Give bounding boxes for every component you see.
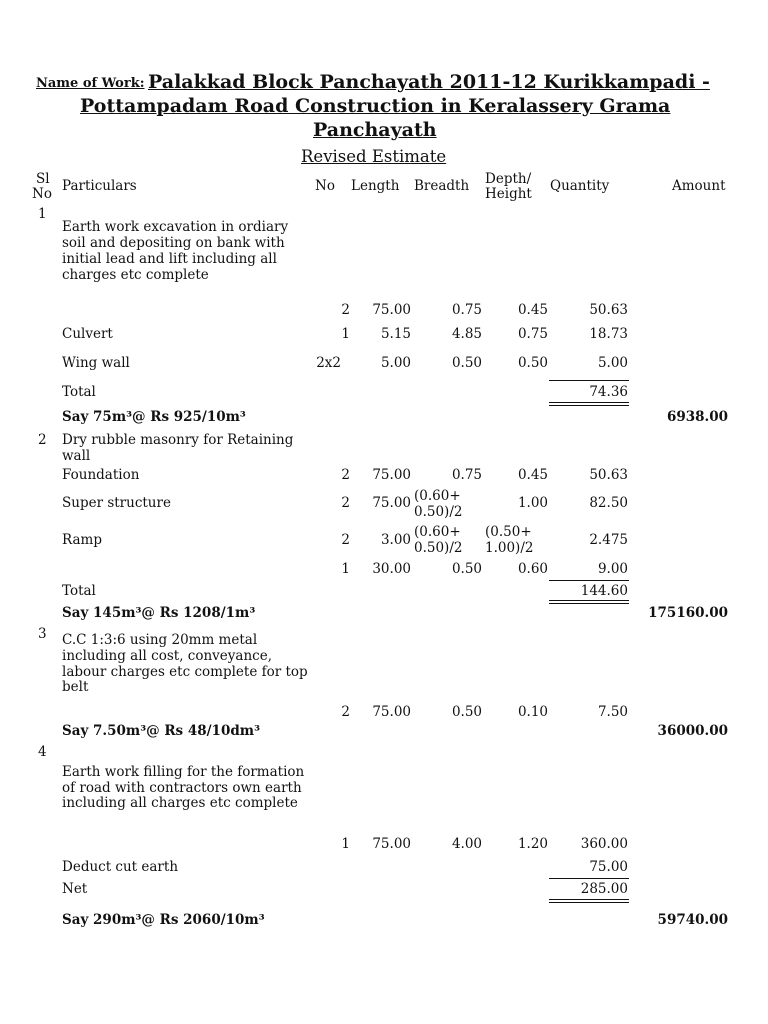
- item1-culvert-label: Culvert: [62, 326, 113, 342]
- item2-ramp-breadth: (0.60+: [414, 524, 461, 540]
- item2-super-label: Super structure: [62, 495, 171, 511]
- item1-say: Say 75m³@ Rs 925/10m³: [62, 409, 246, 425]
- item2-super-breadth-cont: 0.50)/2: [414, 504, 463, 520]
- item2-foundation-label: Foundation: [62, 467, 140, 483]
- item1-row1-qty: 50.63: [589, 302, 628, 318]
- work-title-line1: Palakkad Block Panchayath 2011-12 Kurikkampadi -: [148, 71, 710, 93]
- item4-net-qty: 285.00: [580, 881, 628, 897]
- work-title-line2: Pottampadam Road Construction in Keralassery Grama: [80, 95, 671, 117]
- item2-row4-breadth: 0.50: [451, 561, 482, 577]
- item3-desc-line: labour charges etc complete for top: [62, 664, 308, 680]
- item1-culvert-no: 1: [341, 326, 350, 342]
- item4-deduct-label: Deduct cut earth: [62, 859, 179, 875]
- item4-row1-breadth: 4.00: [451, 836, 482, 852]
- item2-super-qty: 82.50: [589, 495, 628, 511]
- item1-total-qty: 74.36: [589, 384, 628, 400]
- item2-foundation-qty: 50.63: [589, 467, 628, 483]
- subtotal-rule: [549, 580, 629, 581]
- item3-row1-breadth: 0.50: [451, 704, 482, 720]
- item2-say: Say 145m³@ Rs 1208/1m³: [62, 605, 256, 621]
- total-double-rule: [549, 899, 629, 903]
- item3-desc-line: C.C 1:3:6 using 20mm metal: [62, 632, 258, 648]
- item3-row1-no: 2: [341, 704, 350, 720]
- item1-sl: 1: [38, 206, 47, 222]
- item2-super-depth: 1.00: [517, 495, 548, 511]
- item1-wing-depth: 0.50: [517, 355, 548, 371]
- subtotal-rule: [549, 380, 629, 381]
- item1-culvert-depth: 0.75: [517, 326, 548, 342]
- item2-amount: 175160.00: [648, 605, 728, 621]
- col-header-height: Height: [485, 186, 532, 202]
- item1-culvert-breadth: 4.85: [451, 326, 482, 342]
- item1-wing-qty: 5.00: [597, 355, 628, 371]
- item1-wing-breadth: 0.50: [451, 355, 482, 371]
- item2-row4-length: 30.00: [372, 561, 411, 577]
- item1-row1-depth: 0.45: [517, 302, 548, 318]
- item2-row4-qty: 9.00: [597, 561, 628, 577]
- item2-foundation-no: 2: [341, 467, 350, 483]
- item1-desc-line: charges etc complete: [62, 267, 209, 283]
- item1-wing-label: Wing wall: [62, 355, 130, 371]
- item4-row1-qty: 360.00: [580, 836, 628, 852]
- item2-super-no: 2: [341, 495, 350, 511]
- col-header-sl: Sl: [36, 171, 50, 187]
- item3-sl: 3: [38, 626, 47, 642]
- item2-row4-no: 1: [341, 561, 350, 577]
- item4-row1-length: 75.00: [372, 836, 411, 852]
- item4-deduct-qty: 75.00: [589, 859, 628, 875]
- col-header-length: Length: [351, 178, 400, 194]
- name-of-work-label: Name of Work:: [36, 76, 145, 91]
- item2-ramp-length: 3.00: [380, 532, 411, 548]
- item1-desc-line: Earth work excavation in ordiary: [62, 219, 289, 235]
- item2-row4-depth: 0.60: [517, 561, 548, 577]
- work-title-line3: Panchayath: [313, 119, 437, 141]
- item1-row1-length: 75.00: [372, 302, 411, 318]
- item3-amount: 36000.00: [657, 723, 728, 739]
- item3-row1-depth: 0.10: [517, 704, 548, 720]
- item4-desc-line: Earth work filling for the formation: [62, 764, 305, 780]
- item1-row1-breadth: 0.75: [451, 302, 482, 318]
- item2-foundation-length: 75.00: [372, 467, 411, 483]
- item3-say: Say 7.50m³@ Rs 48/10dm³: [62, 723, 260, 739]
- col-header-particulars: Particulars: [62, 178, 137, 194]
- item2-ramp-breadth-cont: 0.50)/2: [414, 540, 463, 556]
- col-header-breadth: Breadth: [414, 178, 470, 194]
- item2-foundation-breadth: 0.75: [451, 467, 482, 483]
- item2-super-breadth: (0.60+: [414, 488, 461, 504]
- item3-row1-length: 75.00: [372, 704, 411, 720]
- item2-ramp-depth: (0.50+: [485, 524, 532, 540]
- item1-row1-no: 2: [341, 302, 350, 318]
- col-header-amount: Amount: [672, 178, 726, 194]
- item4-say: Say 290m³@ Rs 2060/10m³: [62, 912, 265, 928]
- item2-total-qty: 144.60: [580, 583, 628, 599]
- col-header-depth: Depth/: [485, 171, 532, 187]
- item1-culvert-length: 5.15: [380, 326, 411, 342]
- item4-net-label: Net: [62, 881, 88, 897]
- item2-super-length: 75.00: [372, 495, 411, 511]
- item4-sl: 4: [38, 744, 47, 760]
- item4-amount: 59740.00: [657, 912, 728, 928]
- col-header-no: No: [315, 178, 335, 194]
- item1-amount: 6938.00: [666, 409, 728, 425]
- item2-ramp-label: Ramp: [62, 532, 102, 548]
- item2-ramp-depth-cont: 1.00)/2: [485, 540, 534, 556]
- item3-desc-line: belt: [62, 679, 89, 695]
- item3-row1-qty: 7.50: [597, 704, 628, 720]
- col-header-quantity: Quantity: [550, 178, 610, 194]
- total-double-rule: [549, 402, 629, 406]
- item2-total-label: Total: [62, 583, 96, 599]
- item2-ramp-no: 2: [341, 532, 350, 548]
- item2-desc-line: Dry rubble masonry for Retaining: [62, 432, 294, 448]
- item4-row1-no: 1: [341, 836, 350, 852]
- item2-sl: 2: [38, 432, 47, 448]
- item3-desc-line: including all cost, conveyance,: [62, 648, 272, 664]
- item4-row1-depth: 1.20: [517, 836, 548, 852]
- item4-desc-line: including all charges etc complete: [62, 795, 298, 811]
- item2-desc-line: wall: [62, 448, 91, 464]
- item1-desc-line: initial lead and lift including all: [62, 251, 277, 267]
- item1-wing-length: 5.00: [380, 355, 411, 371]
- item1-desc-line: soil and depositing on bank with: [62, 235, 285, 251]
- subtotal-rule: [549, 878, 629, 879]
- col-header-no-sub: No: [32, 186, 52, 202]
- item2-foundation-depth: 0.45: [517, 467, 548, 483]
- item4-desc-line: of road with contractors own earth: [62, 780, 302, 796]
- item2-ramp-qty: 2.475: [589, 532, 628, 548]
- total-double-rule: [549, 600, 629, 604]
- item1-wing-no: 2x2: [316, 355, 341, 371]
- page-subtitle: Revised Estimate: [301, 147, 447, 166]
- item1-total-label: Total: [62, 384, 96, 400]
- item1-culvert-qty: 18.73: [589, 326, 628, 342]
